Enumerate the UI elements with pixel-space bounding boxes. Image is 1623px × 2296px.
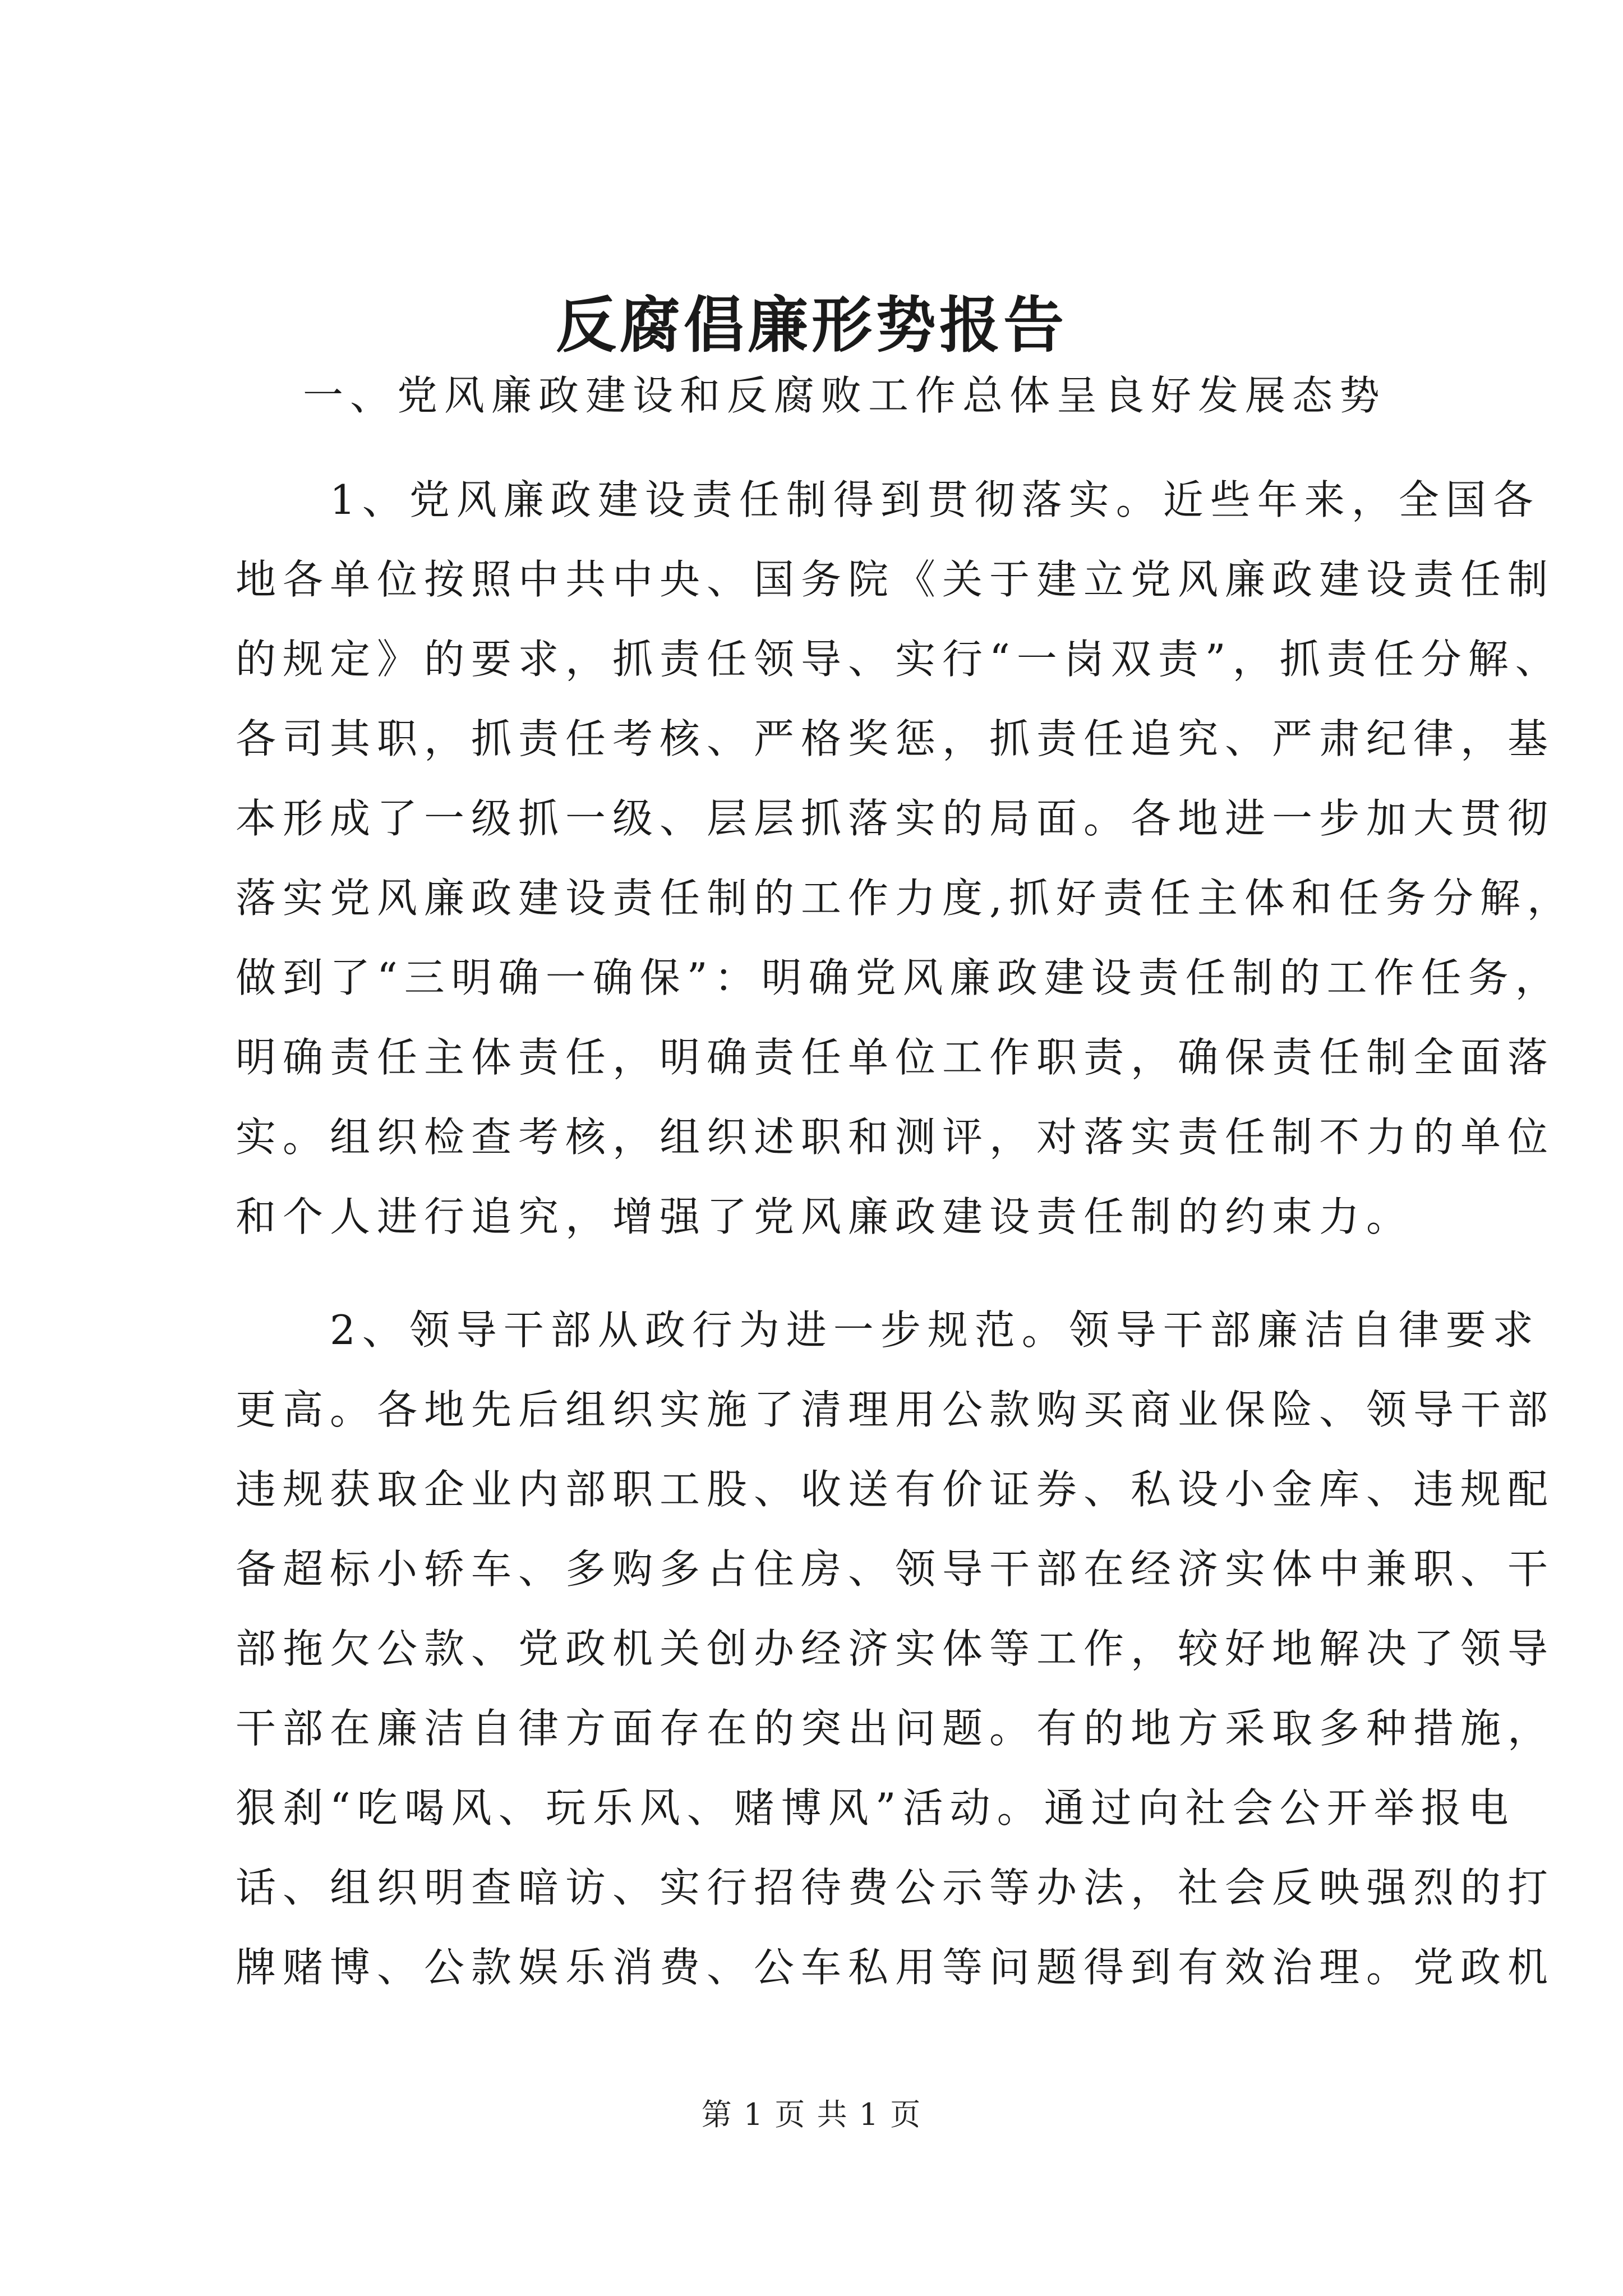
paragraph-line: 备超标小轿车、多购多占住房、领导干部在经济实体中兼职、干 — [236, 1545, 1555, 1593]
paragraph-line: 做到了“三明确一确保”：明确党风廉政建设责任制的工作任务， — [236, 954, 1562, 1001]
paragraph-1 — [236, 460, 1574, 1257]
paragraph-line: 实。组织检查考核，组织述职和测评，对落实责任制不力的单位 — [236, 1114, 1555, 1161]
paragraph-line: 各司其职，抓责任考核、严格奖惩，抓责任追究、严肃纪律，基 — [236, 715, 1555, 762]
document-title: 反腐倡廉形势报告 — [555, 290, 1067, 361]
paragraph-line: 明确责任主体责任，明确责任单位工作职责，确保责任制全面落 — [236, 1034, 1555, 1081]
paragraph-line: 干部在廉洁自律方面存在的突出问题。有的地方采取多种措施， — [236, 1705, 1555, 1752]
paragraph-line: 更高。各地先后组织实施了清理用公款购买商业保险、领导干部 — [236, 1386, 1555, 1433]
paragraph-line: 的规定》的要求，抓责任领导、实行“一岗双责”，抓责任分解、 — [236, 636, 1562, 683]
paragraph-2 — [236, 1290, 1555, 2007]
paragraph-line: 违规获取企业内部职工股、收送有价证券、私设小金库、违规配 — [236, 1466, 1555, 1513]
paragraph-line: 部拖欠公款、党政机关创办经济实体等工作，较好地解决了领导 — [236, 1625, 1555, 1672]
paragraph-line: 狠刹“吃喝风、玩乐风、赌博风”活动。通过向社会公开举报电 — [236, 1784, 1515, 1832]
paragraph-line: 1、党风廉政建设责任制得到贯彻落实。近些年来，全国各 — [236, 476, 1540, 523]
paragraph-line: 话、组织明查暗访、实行招待费公示等办法，社会反映强烈的打 — [236, 1864, 1555, 1911]
section-heading: 一、党风廉政建设和反腐败工作总体呈良好发展态势 — [303, 372, 1387, 419]
paragraph-line: 落实党风廉政建设责任制的工作力度,抓好责任主体和任务分解， — [236, 875, 1574, 922]
paragraph-line: 2、领导干部从政行为进一步规范。领导干部廉洁自律要求 — [236, 1306, 1540, 1354]
paragraph-line: 本形成了一级抓一级、层层抓落实的局面。各地进一步加大贯彻 — [236, 795, 1555, 842]
paragraph-line: 地各单位按照中共中央、国务院《关于建立党风廉政建设责任制 — [236, 556, 1555, 603]
paragraph-line: 牌赌博、公款娱乐消费、公车私用等问题得到有效治理。党政机 — [236, 1944, 1555, 1991]
paragraph-line: 和个人进行追究，增强了党风廉政建设责任制的约束力。 — [236, 1193, 1414, 1240]
page-footer: 第 1 页 共 1 页 — [701, 2097, 922, 2132]
